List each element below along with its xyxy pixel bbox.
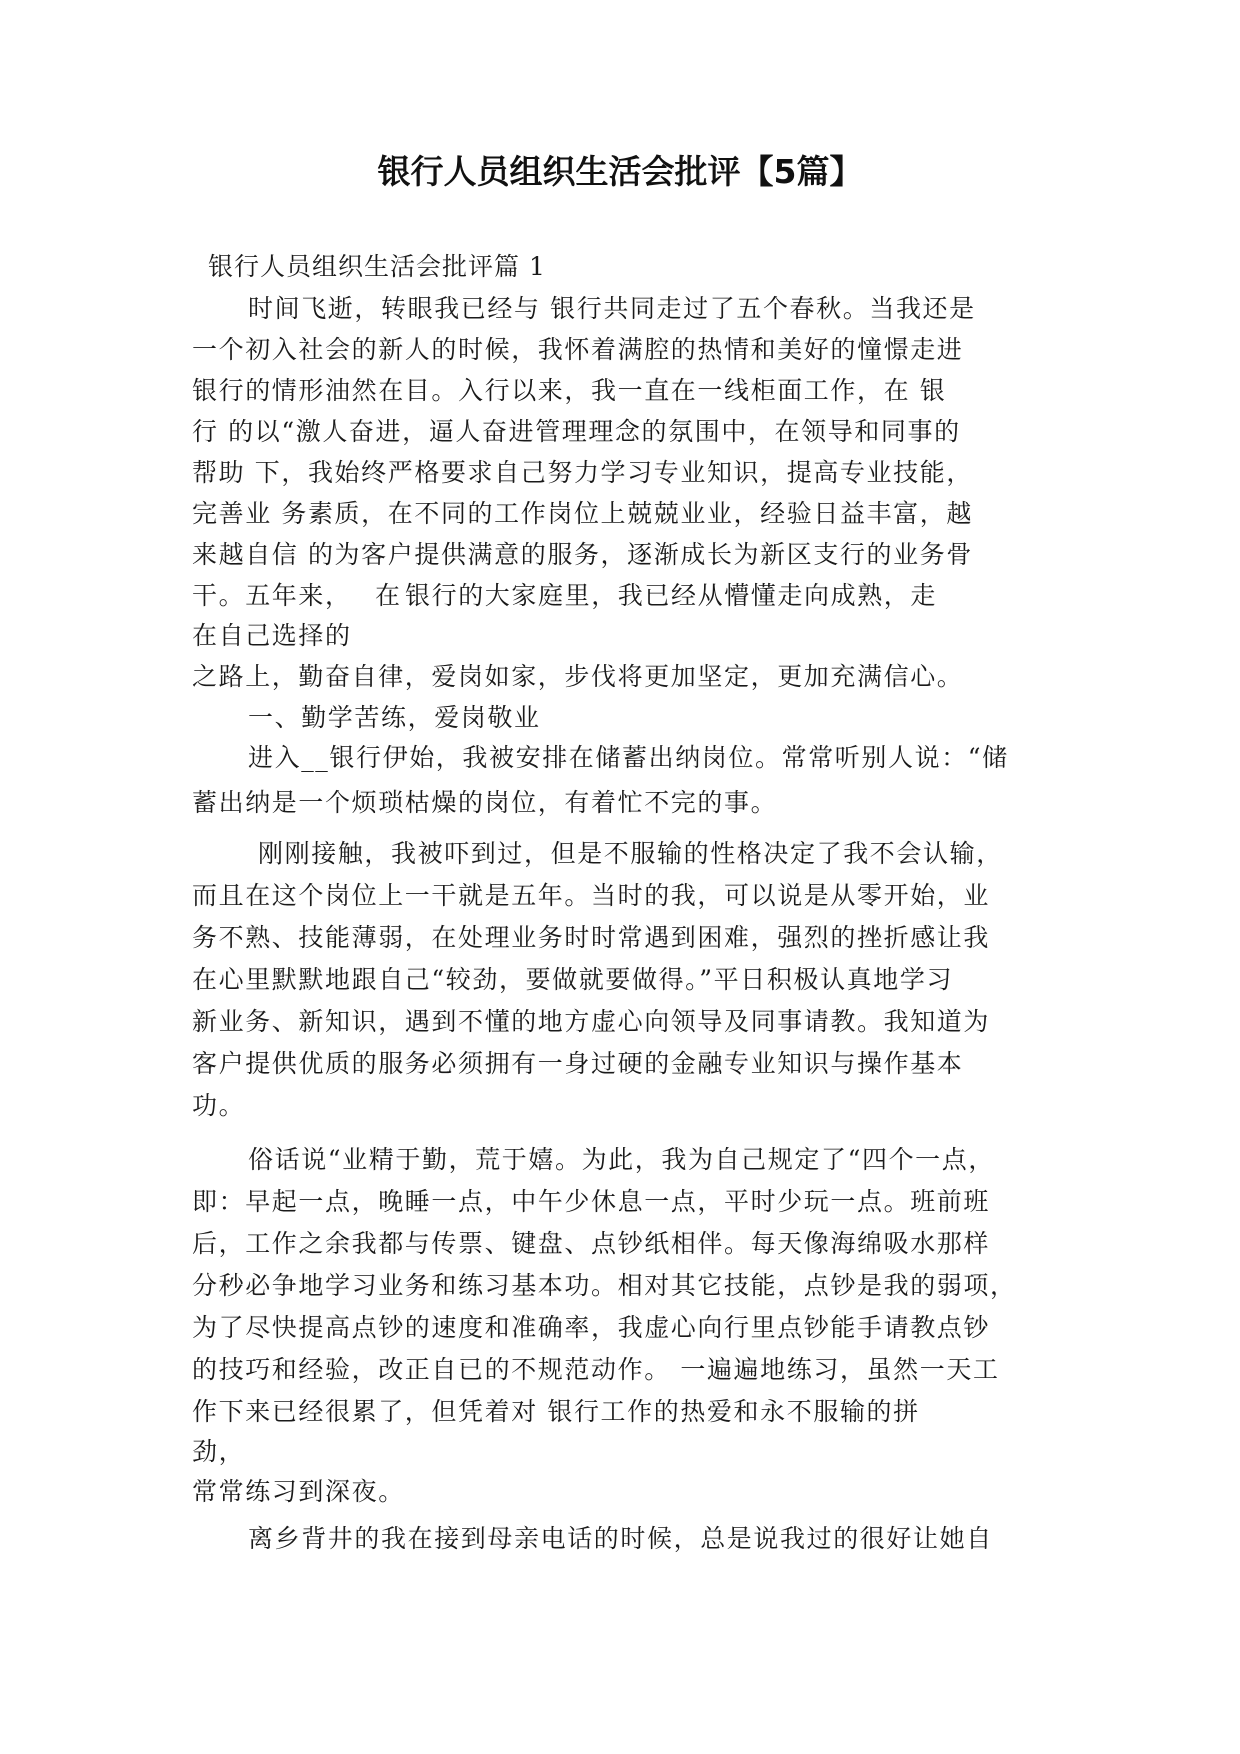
text-line: 银行的大家庭里，我已经从懵懂走向成熟，走 [405, 581, 938, 610]
text-line: 常常练习到深夜。 [192, 1477, 405, 1506]
text-line: 在心里默默地跟自己“较劲，要做就要做得。”平日积极认真地学习 [192, 965, 954, 994]
text-line: 在 [375, 581, 402, 610]
text-line: 作下来已经很累了，但凭着对 银行工作的热爱和永不服输的拼 [192, 1397, 920, 1426]
text-line: 劲， [192, 1437, 246, 1466]
text-line: 来越自信 的为客户提供满意的服务，逐渐成长为新区支行的业务骨 [192, 540, 973, 569]
section-heading: 银行人员组织生活会批评篇 1 [208, 252, 546, 281]
text-line: 时间飞逝，转眼我已经与 银行共同走过了五个春秋。当我还是 [248, 294, 976, 323]
document-title: 银行人员组织生活会批评【5篇】 [377, 152, 863, 191]
text-line: 帮助 下，我始终严格要求自己努力学习专业知识，提高专业技能， [192, 458, 973, 487]
text-line: 干。五年来， [192, 581, 352, 610]
text-line: 务不熟、技能薄弱，在处理业务时时常遇到困难，强烈的挫折感让我 [192, 923, 991, 952]
text-line: 行 的以“激人奋进，逼人奋进管理理念的氛围中，在领导和同事的 [192, 417, 961, 446]
text-line: 的技巧和经验，改正自已的不规范动作。 一遍遍地练习，虽然一天工 [192, 1355, 1000, 1384]
text-line: 一个初入社会的新人的时候，我怀着满腔的热情和美好的憧憬走进 [192, 335, 964, 364]
subsection-heading: 一、勤学苦练，爱岗敬业 [248, 703, 541, 732]
text-line: 之路上，勤奋自律，爱岗如家，步伐将更加坚定，更加充满信心。 [192, 662, 964, 691]
text-line: 客户提供优质的服务必须拥有一身过硬的金融专业知识与操作基本 [192, 1049, 964, 1078]
text-line: 而且在这个岗位上一干就是五年。当时的我，可以说是从零开始，业 [192, 881, 991, 910]
text-line: 蓄出纳是一个烦琐枯燥的岗位，有着忙不完的事。 [192, 788, 778, 817]
text-line: 刚刚接触，我被吓到过，但是不服输的性格决定了我不会认输， [258, 839, 1003, 868]
text-line: 银行的情形油然在目。入行以来，我一直在一线柜面工作，在 银 [192, 376, 947, 405]
text-line: 完善业 务素质，在不同的工作岗位上兢兢业业，经验日益丰富，越 [192, 499, 973, 528]
text-line: 分秒必争地学习业务和练习基本功。相对其它技能，点钞是我的弱项， [192, 1271, 1017, 1300]
text-line: 离乡背井的我在接到母亲电话的时候，总是说我过的很好让她自 [248, 1524, 993, 1553]
text-line: 新业务、新知识，遇到不懂的地方虚心向领导及同事请教。我知道为 [192, 1007, 991, 1036]
text-line: 后，工作之余我都与传票、键盘、点钞纸相伴。每天像海绵吸水那样 [192, 1229, 991, 1258]
text-line: 在自己选择的 [192, 621, 352, 650]
text-line: 为了尽快提高点钞的速度和准确率，我虚心向行里点钞能手请教点钞 [192, 1313, 991, 1342]
text-line: 俗话说“业精于勤，荒于嬉。为此，我为自己规定了“四个一点， [248, 1145, 995, 1174]
text-line: 进入__银行伊始，我被安排在储蓄出纳岗位。常常听别人说：“储 [248, 743, 1009, 772]
text-line: 功。 [192, 1091, 246, 1120]
text-line: 即：早起一点，晚睡一点，中午少休息一点，平时少玩一点。班前班 [192, 1187, 991, 1216]
